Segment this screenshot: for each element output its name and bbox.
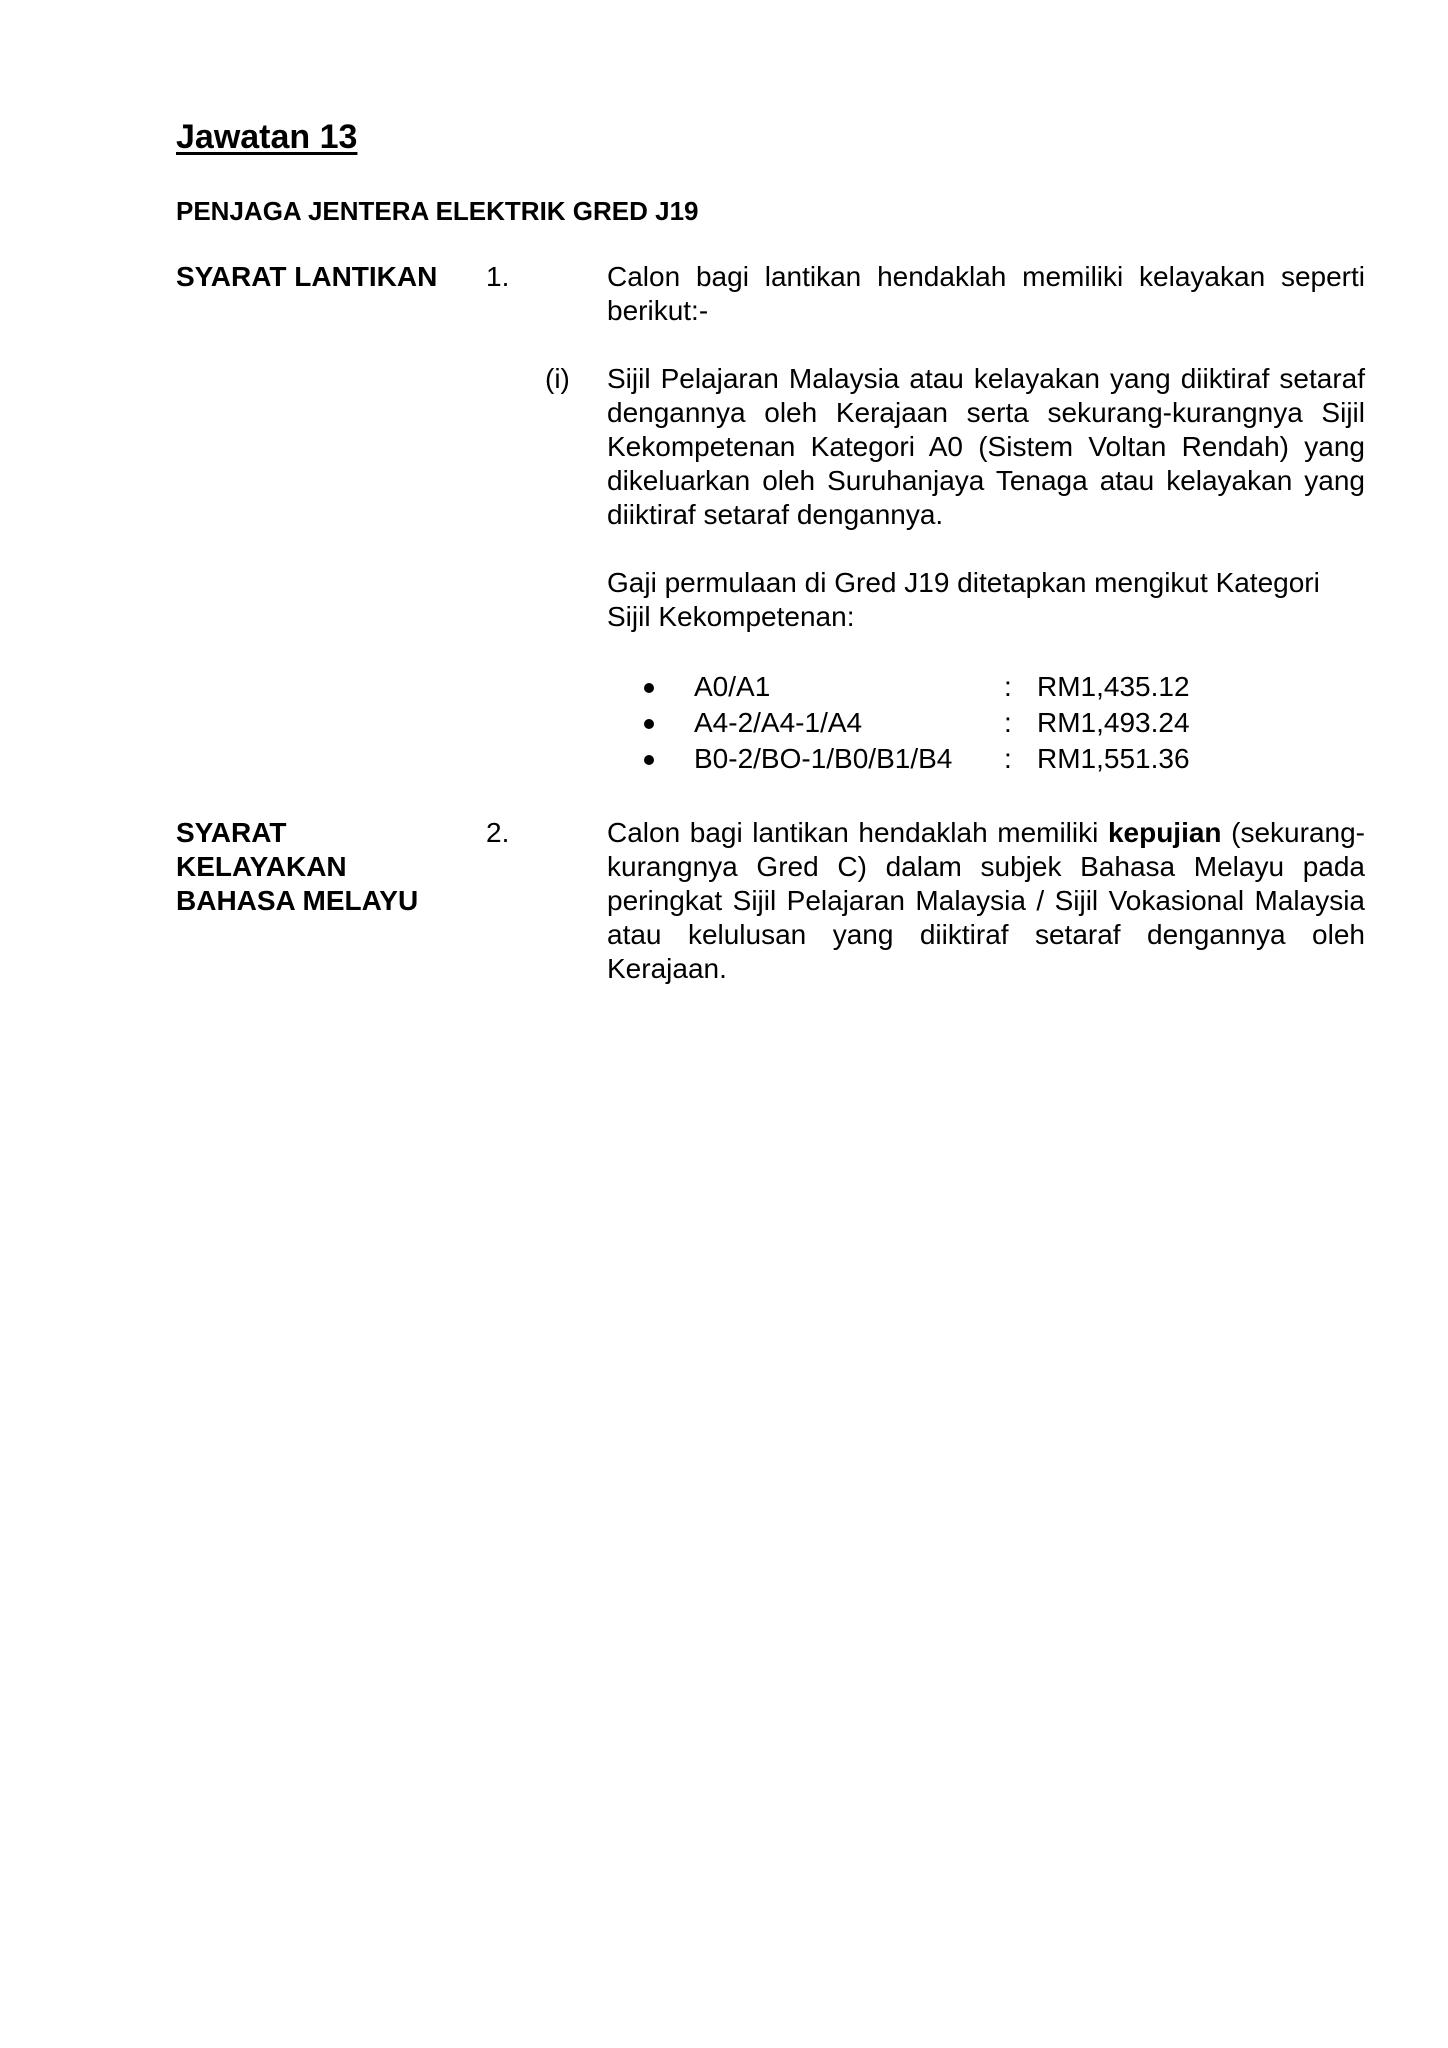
section-1-intro: Calon bagi lantikan hendaklah memiliki kelayakan seperti berikut:- bbox=[607, 261, 1365, 326]
salary-row bbox=[607, 741, 1307, 777]
section-2-text-end: (sekurang-kurangnya Gred C) dalam subjek Bahasa Melayu pada peringkat Sijil Pelajaran Malaysia / Sijil Vokasional Malaysia atau kelulusan yang diiktiraf setaraf dengannya oleh Kerajaan. bbox=[607, 817, 1365, 984]
salary-category: B0-2/BO-1/B0/B1/B4 bbox=[694, 743, 953, 774]
section-2-text-emphasis: kepujian bbox=[1107, 817, 1222, 848]
section-1-sub-text: Sijil Pelajaran Malaysia atau kelayakan yang diiktiraf setaraf dengannya oleh Kerajaan serta sekurang-kurangnya Sijil Kekompetenan Kategori A0 (Sistem Voltan Rendah) yang dikeluarkan oleh Suruhanjaya Tenaga atau kelayakan yang diiktiraf setaraf dengannya. bbox=[607, 363, 1365, 530]
salary-row bbox=[607, 705, 1307, 741]
section-2-label-line: SYARAT bbox=[176, 817, 287, 848]
section-2-text-start: Calon bagi lantikan hendaklah memiliki bbox=[607, 817, 1108, 848]
salary-colon: : bbox=[1004, 743, 1012, 774]
bullet-icon bbox=[644, 683, 654, 693]
salary-row bbox=[607, 669, 1307, 705]
salary-amount: RM1,551.36 bbox=[1037, 743, 1190, 774]
post-title: PENJAGA JENTERA ELEKTRIK GRED J19 bbox=[176, 196, 699, 226]
section-2-label-line: BAHASA MELAYU bbox=[176, 885, 419, 916]
section-2-text bbox=[607, 816, 1365, 986]
salary-colon: : bbox=[1004, 671, 1012, 702]
section-1-sub-number: (i) bbox=[545, 363, 570, 394]
salary-intro: Gaji permulaan di Gred J19 ditetapkan mengikut Kategori Sijil Kekompetenan: bbox=[607, 567, 1320, 632]
section-1-label: SYARAT LANTIKAN bbox=[176, 261, 438, 292]
salary-list bbox=[607, 669, 1307, 777]
salary-amount: RM1,435.12 bbox=[1037, 671, 1190, 702]
bullet-icon bbox=[644, 719, 654, 729]
salary-colon: : bbox=[1004, 707, 1012, 738]
bullet-icon bbox=[644, 755, 654, 765]
section-2-label-line: KELAYAKAN bbox=[176, 851, 347, 882]
section-2-label bbox=[176, 816, 418, 918]
salary-amount: RM1,493.24 bbox=[1037, 707, 1190, 738]
salary-category: A4-2/A4-1/A4 bbox=[694, 707, 863, 738]
section-2-number: 2. bbox=[486, 817, 510, 848]
page-title: Jawatan 13 bbox=[176, 118, 358, 156]
salary-category: A0/A1 bbox=[694, 671, 771, 702]
section-1-number: 1. bbox=[486, 261, 510, 292]
